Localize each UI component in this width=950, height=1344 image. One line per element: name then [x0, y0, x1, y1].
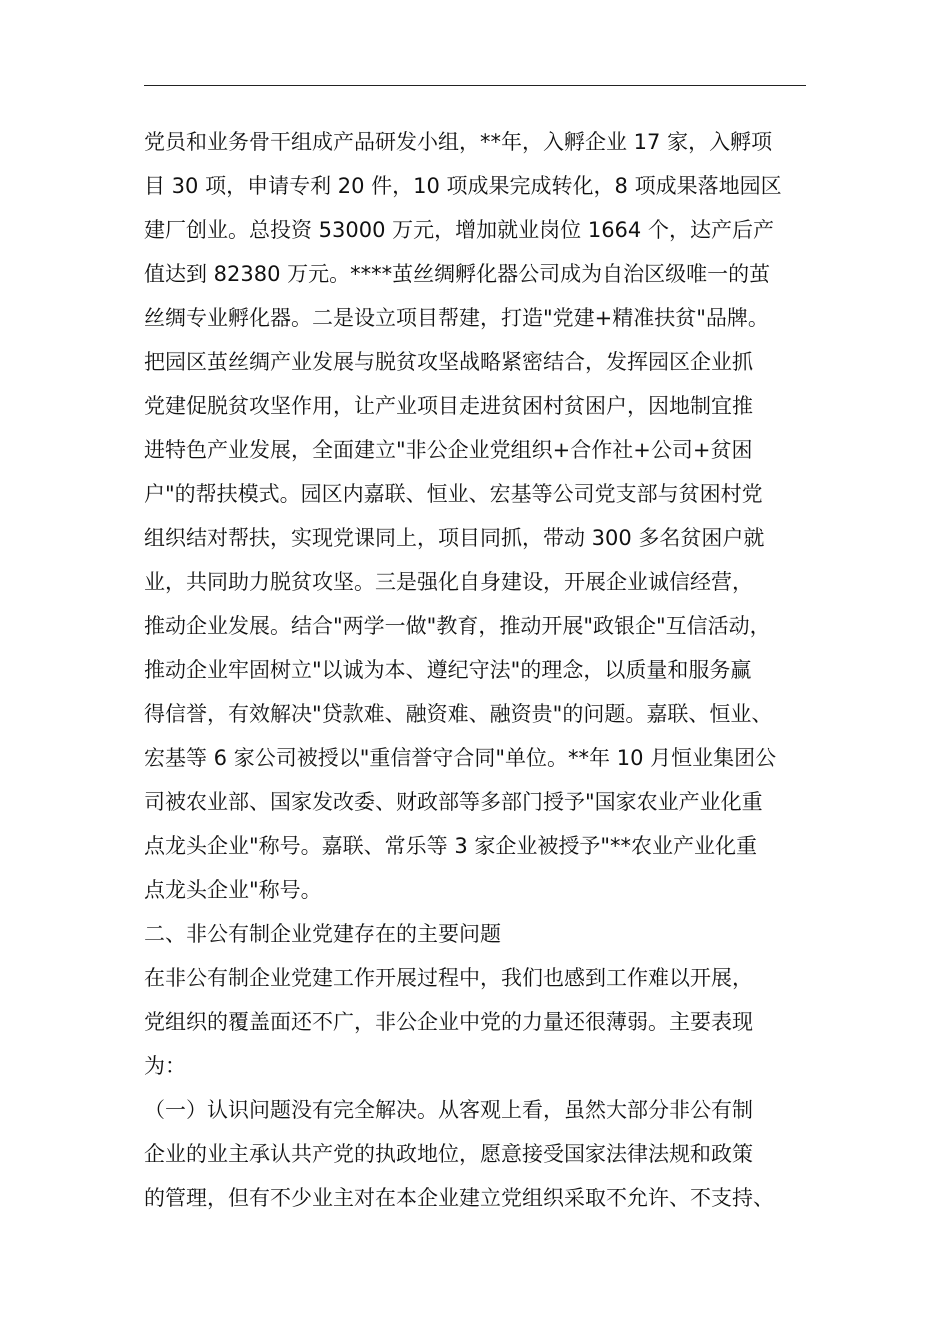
text-line: 把园区茧丝绸产业发展与脱贫攻坚战略紧密结合，发挥园区企业抓 — [144, 350, 753, 374]
text-line: 党建促脱贫攻坚作用，让产业项目走进贫困村贫困户，因地制宜推 — [144, 394, 753, 418]
document-body — [144, 120, 824, 1220]
text-line: 值达到 82380 万元。****茧丝绸孵化器公司成为自治区级唯一的茧 — [144, 262, 771, 286]
text-line: 为： — [144, 1054, 186, 1078]
text-line: 户"的帮扶模式。园区内嘉联、恒业、宏基等公司党支部与贫困村党 — [144, 482, 763, 506]
text-line: 目 30 项，申请专利 20 件，10 项成果完成转化，8 项成果落地园区 — [144, 174, 782, 198]
text-line: 点龙头企业"称号。 — [144, 878, 322, 902]
text-line: 组织结对帮扶，实现党课同上，项目同抓，带动 300 多名贫困户就 — [144, 526, 765, 550]
text-line: 党员和业务骨干组成产品研发小组，**年，入孵企业 17 家，入孵项 — [144, 130, 773, 154]
text-line: 党组织的覆盖面还不广，非公企业中党的力量还很薄弱。主要表现 — [144, 1010, 753, 1034]
text-line: 的管理，但有不少业主对在本企业建立党组织采取不允许、不支持、 — [144, 1186, 774, 1210]
text-line: 点龙头企业"称号。嘉联、常乐等 3 家企业被授予"**农业产业化重 — [144, 834, 758, 858]
text-line: 企业的业主承认共产党的执政地位，愿意接受国家法律法规和政策 — [144, 1142, 753, 1166]
header-rule — [144, 85, 806, 86]
text-line: 推动企业牢固树立"以诚为本、遵纪守法"的理念，以质量和服务赢 — [144, 658, 752, 682]
text-line: 进特色产业发展，全面建立"非公企业党组织+合作社+公司+贫困 — [144, 438, 753, 462]
subsection-line: （一）认识问题没有完全解决。从客观上看，虽然大部分非公有制 — [144, 1098, 753, 1122]
text-line: 宏基等 6 家公司被授以"重信誉守合同"单位。**年 10 月恒业集团公 — [144, 746, 777, 770]
text-line: 业，共同助力脱贫攻坚。三是强化自身建设，开展企业诚信经营， — [144, 570, 753, 594]
text-line: 推动企业发展。结合"两学一做"教育，推动开展"政银企"互信活动， — [144, 614, 771, 638]
section-heading: 二、非公有制企业党建存在的主要问题 — [144, 922, 501, 946]
text-line: 建厂创业。总投资 53000 万元，增加就业岗位 1664 个，达产后产 — [144, 218, 774, 242]
text-line: 司被农业部、国家发改委、财政部等多部门授予"国家农业产业化重 — [144, 790, 763, 814]
text-line: 得信誉，有效解决"贷款难、融资难、融资贵"的问题。嘉联、恒业、 — [144, 702, 773, 726]
text-line: 在非公有制企业党建工作开展过程中，我们也感到工作难以开展， — [144, 966, 753, 990]
text-line: 丝绸专业孵化器。二是设立项目帮建，打造"党建+精准扶贫"品牌。 — [144, 306, 769, 330]
